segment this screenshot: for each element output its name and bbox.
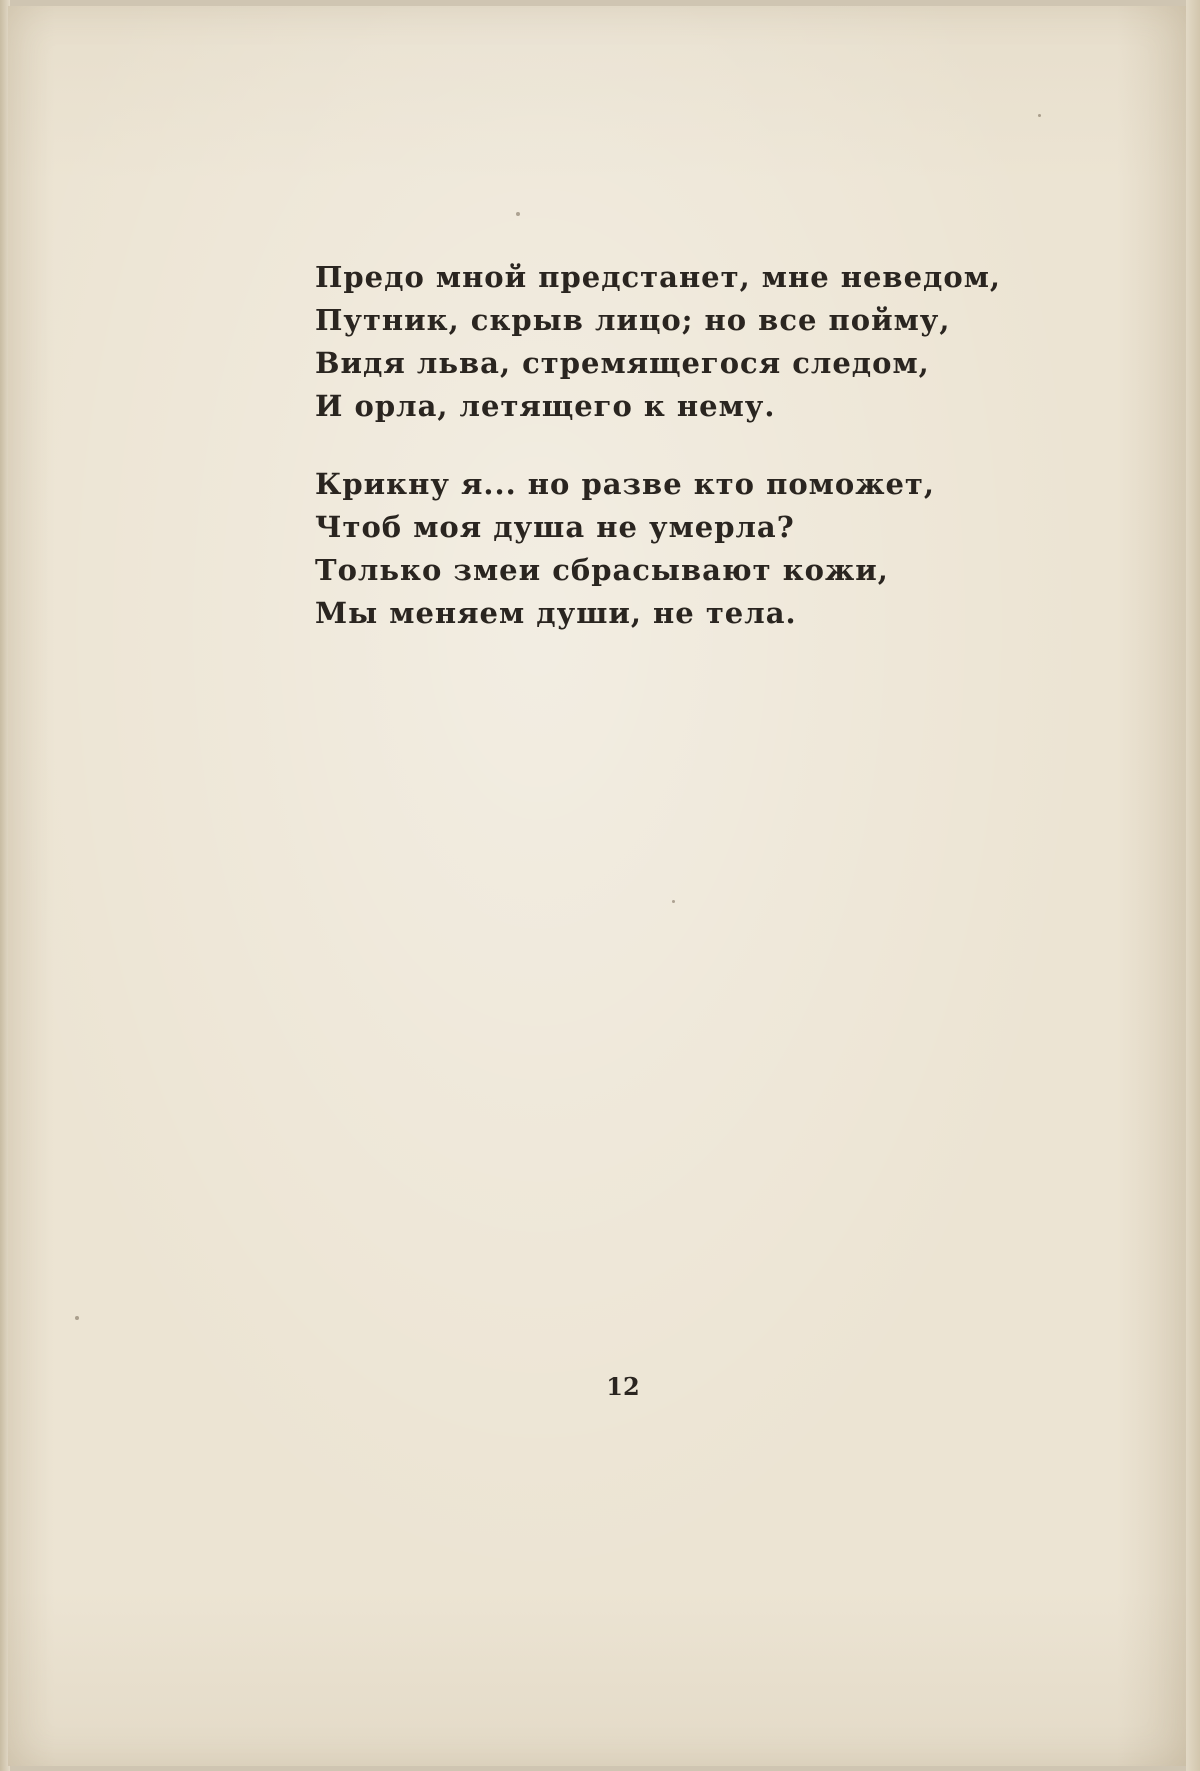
- paper-speck: [516, 212, 520, 216]
- poem-line: Предо мной предстанет, мне неведом,: [315, 260, 1001, 294]
- poem: [315, 256, 1015, 670]
- poem-line: Путник, скрыв лицо; но все пойму,: [315, 303, 951, 337]
- stanza-2: [315, 463, 1015, 635]
- poem-line: Видя льва, стремящегося следом,: [315, 346, 930, 380]
- paper-speck: [1038, 114, 1041, 117]
- stanza-1: [315, 256, 1015, 428]
- poem-line: И орла, летящего к нему.: [315, 389, 776, 423]
- poem-line: Только змеи сбрасывают кожи,: [315, 553, 889, 587]
- page-number: 12: [606, 1372, 640, 1401]
- poem-line: Чтоб моя душа не умерла?: [315, 510, 795, 544]
- poem-line: Крикну я... но разве кто поможет,: [315, 467, 935, 501]
- paper-speck: [672, 900, 675, 903]
- poem-line: Мы меняем души, не тела.: [315, 596, 797, 630]
- paper-speck: [75, 1316, 79, 1320]
- page-right-edge: [1186, 0, 1200, 1771]
